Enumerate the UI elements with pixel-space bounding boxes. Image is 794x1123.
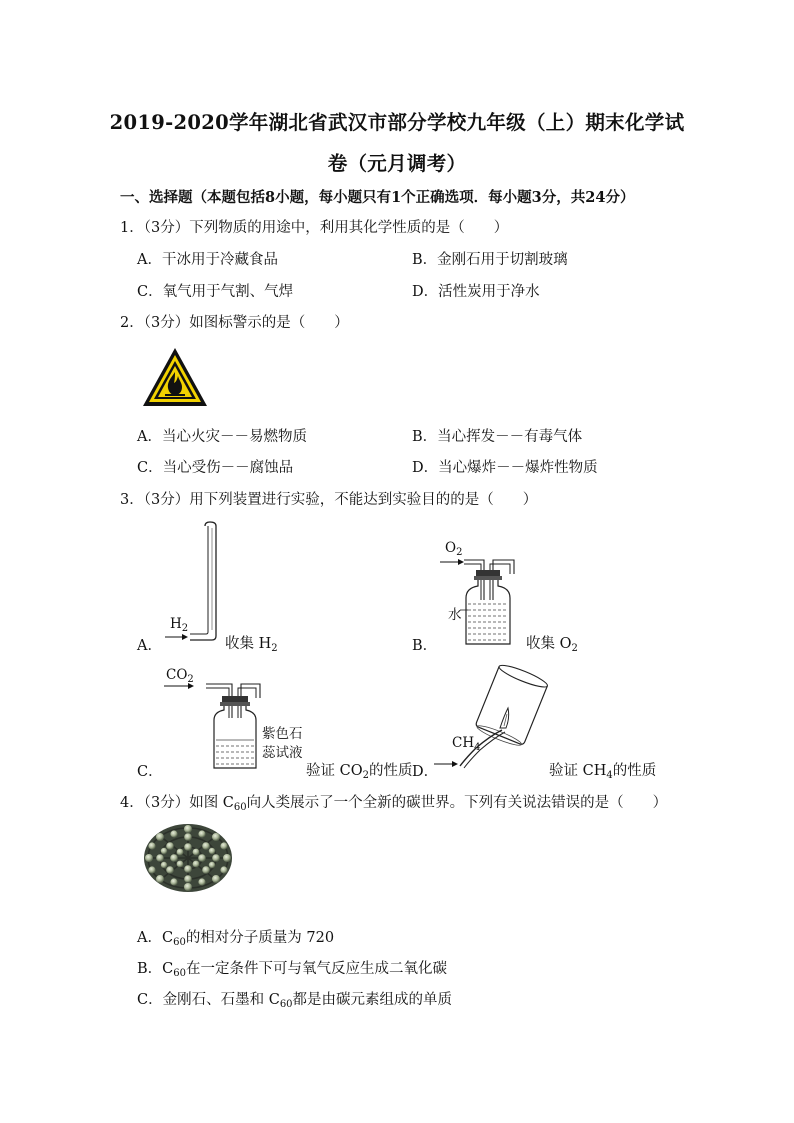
q3-option-d-letter: D．: [412, 764, 439, 780]
q4-option-c: C．金刚石、石墨和 $C_{60}$都是由碳元素组成的单质: [137, 992, 453, 1010]
apparatus-c-liquid-label-1: 紫色石: [262, 726, 303, 742]
q3-option-a-letter: A．: [137, 638, 162, 654]
q3-option-c-caption: 验证 $CO_2$的性质: [306, 763, 413, 781]
apparatus-a-gas-label: $H_2$: [170, 616, 189, 634]
q1-option-a: A．干冰用于冷藏食品: [137, 252, 278, 268]
q4-stem: 4．（3分）如图 $C_{60}$向人类展示了一个全新的碳世界。下列有关说法错误的是（ ）: [120, 795, 668, 813]
flammable-warning-icon: [141, 346, 209, 408]
q2-option-b: B．当心挥发－－有毒气体: [412, 429, 583, 445]
q3-option-a-caption: 收集 $H_2$: [225, 636, 278, 654]
apparatus-b-gas-label: $O_2$: [445, 540, 463, 558]
apparatus-b-water-label: 水: [448, 607, 462, 623]
q3-option-c-letter: C．: [137, 764, 163, 780]
q1-option-c: C．氧气用于气割、气焊: [137, 284, 294, 300]
q3-option-b-caption: 收集 $O_2$: [526, 636, 578, 654]
apparatus-c-liquid-label-2: 蕊试液: [262, 745, 303, 761]
q2-option-c: C．当心受伤－－腐蚀品: [137, 460, 294, 476]
apparatus-d-beaker: [432, 664, 552, 772]
q4-option-a: A．$C_{60}$的相对分子质量为 720: [137, 930, 335, 948]
section-header: 一、选择题（本题包括8小题，每小题只有1个正确选项．每小题3分，共24分）: [120, 189, 635, 206]
page-title-line2: 卷（元月调考）: [327, 152, 467, 175]
q4-option-b: B．$C_{60}$在一定条件下可与氧气反应生成二氧化碳: [137, 961, 447, 979]
q3-option-d-caption: 验证 $CH_4$的性质: [549, 763, 657, 781]
c60-molecule-icon: [140, 822, 236, 894]
q2-option-a: A．当心火灾－－易燃物质: [137, 429, 307, 445]
apparatus-c-bottle: [162, 678, 264, 773]
page-title-line1: 2019-2020学年湖北省武汉市部分学校九年级（上）期末化学试: [109, 111, 685, 134]
q3-option-b-letter: B．: [412, 638, 438, 654]
apparatus-d-gas-label: $CH_4$: [452, 735, 481, 753]
apparatus-c-gas-label: $CO_2$: [166, 667, 194, 685]
q3-stem: 3．（3分）用下列装置进行实验，不能达到实验目的的是（ ）: [120, 492, 538, 508]
q2-stem: 2．（3分）如图标警示的是（ ）: [120, 315, 349, 331]
q1-stem: 1．（3分）下列物质的用途中，利用其化学性质的是（ ）: [120, 220, 509, 236]
q1-option-b: B．金刚石用于切割玻璃: [412, 252, 568, 268]
apparatus-b-bottle: [438, 552, 528, 652]
q2-option-d: D．当心爆炸－－爆炸性物质: [412, 460, 598, 476]
q1-option-d: D．活性炭用于净水: [412, 284, 540, 300]
